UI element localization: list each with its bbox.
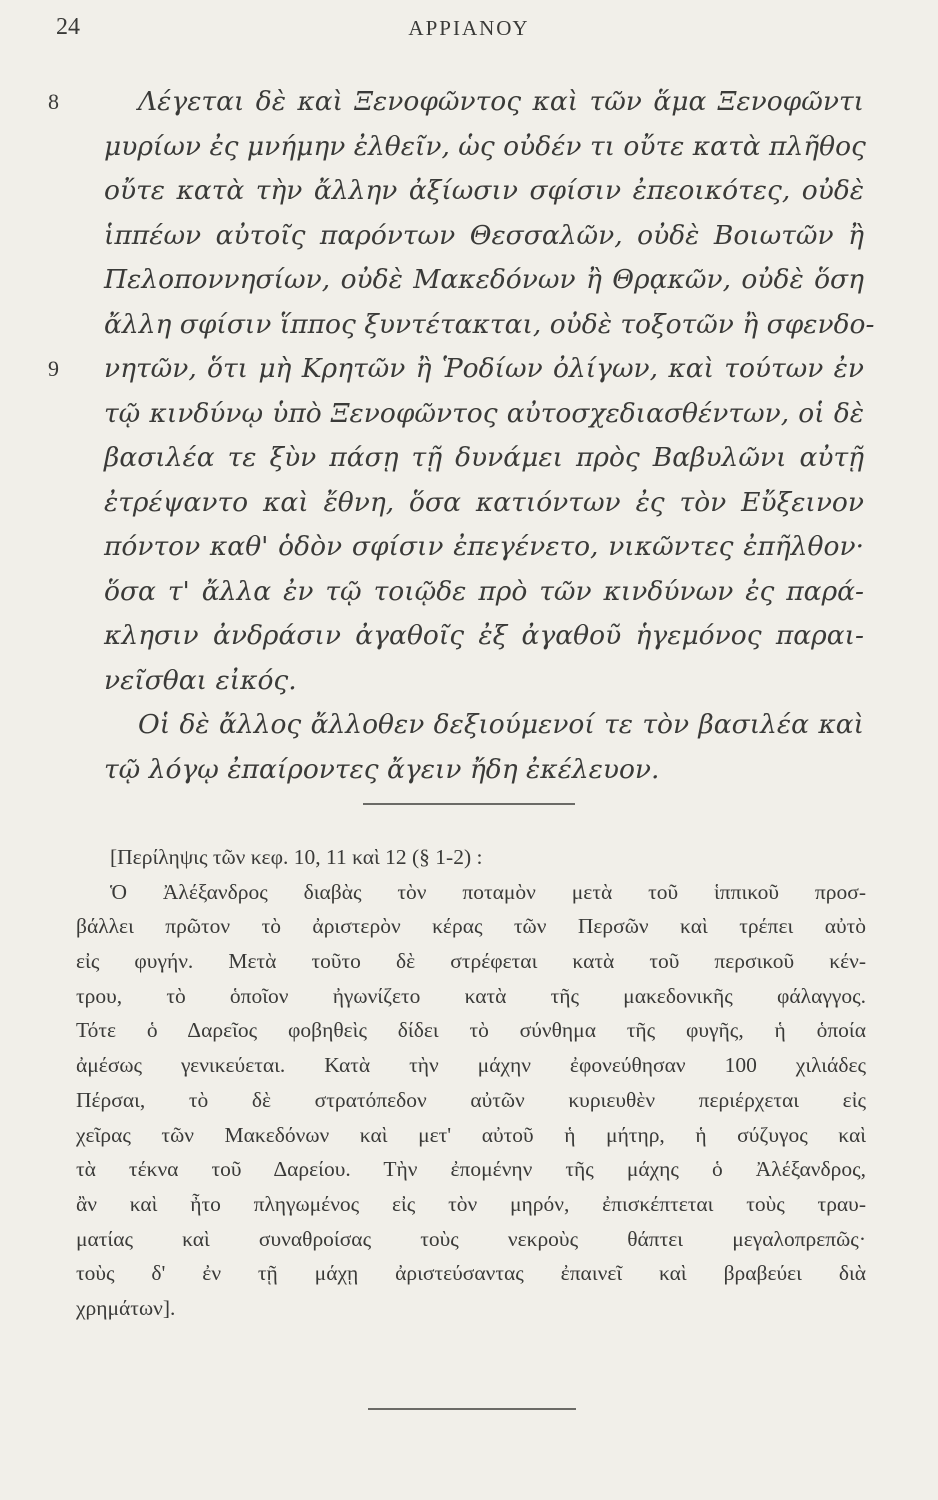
- running-title: ΑΡΡΙΑΝΟΥ: [408, 16, 530, 40]
- text-line: βασιλέα τε ξὺν πάσῃ τῇ δυνάμει πρὸς Βαβυλῶνι αὐτῇ: [104, 442, 864, 473]
- summary-line: τοὺς δ' ἐν τῇ μάχῃ ἀριστεύσαντας ἐπαινεῖ καὶ βραβεύει διὰ: [76, 1261, 866, 1286]
- summary-line: ἂν καὶ ἦτο πληγωμένος εἰς τὸν μηρόν, ἐπισκέπτεται τοὺς τραυ-: [76, 1191, 866, 1216]
- page-header: [0, 14, 938, 54]
- divider-rule: [368, 1408, 576, 1410]
- summary-line: χρημάτων].: [76, 1295, 176, 1320]
- text-line: Πελοποννησίων, οὐδὲ Μακεδόνων ἢ Θρᾳκῶν, οὐδὲ ὅση: [104, 264, 864, 295]
- text-line: νεῖσθαι εἰκός.: [104, 664, 297, 696]
- section-number-9: 9: [48, 356, 59, 381]
- section-number-8: 8: [48, 89, 59, 114]
- text-line: τῷ λόγῳ ἐπαίροντες ἄγειν ἤδη ἐκέλευον.: [104, 753, 660, 785]
- summary-line: τὰ τέκνα τοῦ Δαρείου. Τὴν ἐπομένην τῆς μάχης ὁ Ἀλέξανδρος,: [76, 1157, 866, 1182]
- chapter-summary: [76, 840, 866, 1326]
- text-line: πόντον καθ' ὁδὸν σφίσιν ἐπεγένετο, νικῶντες ἐπῆλθον·: [104, 531, 864, 562]
- text-line: ἐτρέψαντο καὶ ἔθνη, ὅσα κατιόντων ἐς τὸν Εὔξεινον: [104, 486, 864, 518]
- summary-line: εἰς φυγήν. Μετὰ τοῦτο δὲ στρέφεται κατὰ τοῦ περσικοῦ κέν-: [76, 949, 866, 974]
- summary-heading: [Περίληψις τῶν κεφ. 10, 11 καὶ 12 (§ 1-2) :: [110, 845, 483, 869]
- summary-line: Ὁ Ἀλέξανδρος διαβὰς τὸν ποταμὸν μετὰ τοῦ ἱππικοῦ προσ-: [110, 879, 866, 904]
- text-line: Οἱ δὲ ἄλλος ἄλλοθεν δεξιούμενοί τε τὸν βασιλέα καὶ: [138, 709, 864, 740]
- text-line: μυρίων ἐς μνήμην ἐλθεῖν, ὡς οὐδέν τι οὔτε κατὰ πλῆθος: [104, 130, 866, 162]
- summary-line: χεῖρας τῶν Μακεδόνων καὶ μετ' αὐτοῦ ἡ μήτηρ, ἡ σύζυγος καὶ: [76, 1122, 866, 1147]
- text-line: οὔτε κατὰ τὴν ἄλλην ἀξίωσιν σφίσιν ἐπεοικότες, οὐδὲ: [104, 175, 864, 206]
- text-line: ὅσα τ' ἄλλα ἐν τῷ τοιῷδε πρὸ τῶν κινδύνων ἐς παρά-: [104, 575, 864, 607]
- summary-line: τρου, τὸ ὁποῖον ἠγωνίζετο κατὰ τῆς μακεδονικῆς φάλαγγος.: [76, 983, 866, 1008]
- text-line: ἄλλη σφίσιν ἵππος ξυντέτακται, οὐδὲ τοξοτῶν ἢ σφενδο-: [104, 308, 875, 340]
- text-line: τῷ κινδύνῳ ὑπὸ Ξενοφῶντος αὐτοσχεδιασθέντων, οἱ δὲ: [104, 397, 864, 429]
- summary-line: ματίας καὶ συναθροίσας τοὺς νεκροὺς θάπτει μεγαλοπρεπῶς·: [76, 1226, 866, 1251]
- summary-line: Τότε ὁ Δαρεῖος φοβηθεὶς δίδει τὸ σύνθημα τῆς φυγῆς, ἡ ὁποία: [76, 1018, 866, 1043]
- page-number: 24: [56, 14, 80, 40]
- summary-line: Πέρσαι, τὸ δὲ στρατόπεδον αὐτῶν κυριευθὲν περιέρχεται εἰς: [76, 1087, 866, 1112]
- main-text: [104, 80, 875, 792]
- divider-rule: [363, 803, 575, 805]
- text-line: Λέγεται δὲ καὶ Ξενοφῶντος καὶ τῶν ἅμα Ξενοφῶντι: [138, 86, 864, 117]
- text-line: νητῶν, ὅτι μὴ Κρητῶν ἢ Ῥοδίων ὀλίγων, καὶ τούτων ἐν: [104, 353, 864, 384]
- summary-line: ἀμέσως γενικεύεται. Κατὰ τὴν μάχην ἐφονεύθησαν 100 χιλιάδες: [76, 1053, 866, 1078]
- text-line: ἱππέων αὐτοῖς παρόντων Θεσσαλῶν, οὐδὲ Βοιωτῶν ἢ: [104, 219, 864, 251]
- text-line: κλησιν ἀνδράσιν ἀγαθοῖς ἐξ ἀγαθοῦ ἡγεμόνος παραι-: [104, 620, 864, 651]
- summary-line: βάλλει πρῶτον τὸ ἀριστερὸν κέρας τῶν Περσῶν καὶ τρέπει αὐτὸ: [76, 914, 866, 939]
